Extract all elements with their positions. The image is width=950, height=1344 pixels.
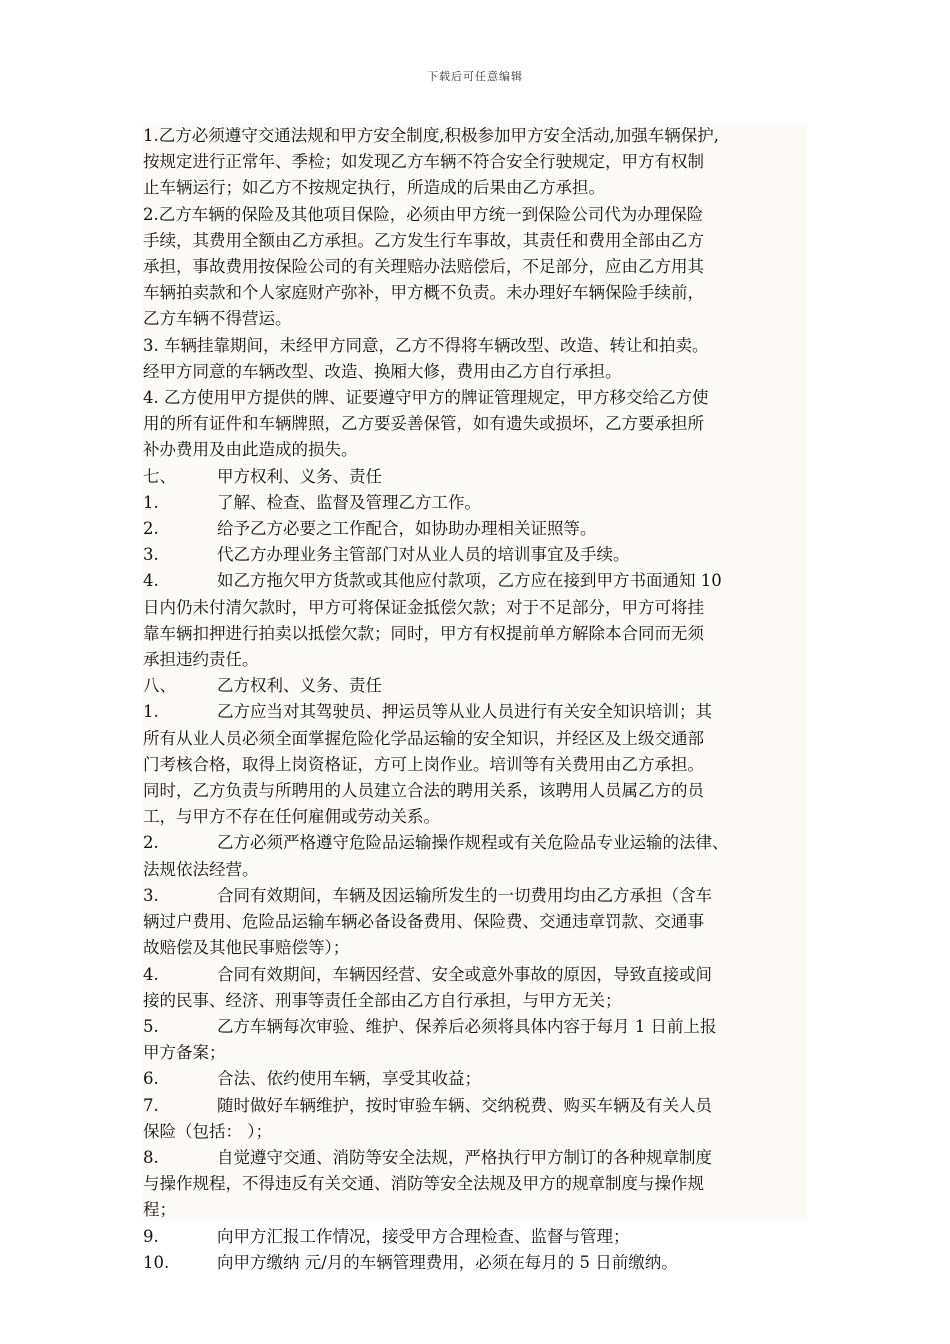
section-8-item-3-cont: 辆过户费用、危险品运输车辆必备设备费用、保险费、交通违章罚款、交通事 bbox=[143, 912, 704, 932]
section-7-item-2 bbox=[143, 516, 807, 542]
item-number: 3. bbox=[143, 885, 159, 905]
item-text: 随时做好车辆维护，按时审验车辆、交纳税费、购买车辆及有关人员 bbox=[217, 1095, 712, 1115]
section-8-item-4-cont: 接的民事、经济、刑事等责任全部由乙方自行承担，与甲方无关； bbox=[143, 990, 622, 1010]
clause-1-line: 按规定进行正常年、季检；如发现乙方车辆不符合安全行驶规定，甲方有权制 bbox=[143, 152, 704, 172]
item-text: 如乙方拖欠甲方货款或其他应付款项，乙方应在接到甲方书面通知 10 bbox=[217, 571, 722, 591]
section-8-item-6 bbox=[143, 1066, 807, 1092]
item-number: 10. bbox=[143, 1252, 170, 1272]
item-text: 向甲方缴纳 元/月的车辆管理费用，必须在每月的 5 日前缴纳。 bbox=[217, 1252, 678, 1272]
item-number: 1. bbox=[143, 702, 159, 722]
item-text: 代乙方办理业务主管部门对从业人员的培训事宜及手续。 bbox=[217, 545, 630, 565]
section-7-item-4 bbox=[143, 568, 807, 594]
item-text: 给予乙方必要之工作配合，如协助办理相关证照等。 bbox=[217, 519, 597, 539]
section-8-item-7 bbox=[143, 1093, 807, 1119]
clause-4-line: 补办费用及由此造成的损失。 bbox=[143, 440, 358, 460]
item-number: 5. bbox=[143, 1016, 159, 1036]
clause-2-line: 承担，事故费用按保险公司的有关理赔办法赔偿后，不足部分，应由乙方用其 bbox=[143, 257, 704, 277]
section-8-item-10 bbox=[143, 1250, 807, 1276]
item-text: 自觉遵守交通、消防等安全法规，严格执行甲方制订的各种规章制度 bbox=[217, 1147, 712, 1167]
item-number: 2. bbox=[143, 833, 159, 853]
item-text: 了解、检查、监督及管理乙方工作。 bbox=[217, 492, 481, 512]
clause-1-line: 止车辆运行；如乙方不按规定执行，所造成的后果由乙方承担。 bbox=[143, 178, 605, 198]
page-header: 下载后可任意编辑 bbox=[427, 70, 523, 83]
item-number: 七、 bbox=[143, 466, 176, 486]
section-8-item-8-cont: 程； bbox=[143, 1200, 176, 1220]
section-7-item-4-cont: 靠车辆扣押进行拍卖以抵偿欠款；同时，甲方有权提前单方解除本合同而无须 bbox=[143, 623, 704, 643]
clause-4-line: 用的所有证件和车辆牌照，乙方要妥善保管，如有遗失或损坏，乙方要承担所 bbox=[143, 414, 704, 434]
section-8-item-7-cont: 保险（包括： ）； bbox=[143, 1121, 272, 1141]
section-8-item-2-cont: 法规依法经营。 bbox=[143, 859, 259, 879]
item-number: 3. bbox=[143, 545, 159, 565]
section-8-item-4 bbox=[143, 962, 807, 988]
item-text: 乙方车辆每次审验、维护、保养后必须将具体内容于每月 1 日前上报 bbox=[217, 1016, 717, 1036]
item-text: 合同有效期间，车辆及因运输所发生的一切费用均由乙方承担（含车 bbox=[217, 885, 712, 905]
item-text: 乙方应当对其驾驶员、押运员等从业人员进行有关安全知识培训；其 bbox=[217, 702, 712, 722]
section-8-item-5-cont: 甲方备案； bbox=[143, 1043, 226, 1063]
clause-2-line: 车辆拍卖款和个人家庭财产弥补，甲方概不负责。未办理好车辆保险手续前， bbox=[143, 283, 704, 303]
item-text: 甲方权利、义务、责任 bbox=[217, 466, 382, 486]
section-8-item-1-cont: 门考核合格，取得上岗资格证，方可上岗作业。培训等有关费用由乙方承担。 bbox=[143, 754, 704, 774]
clause-2-line: 手续，其费用全额由乙方承担。乙方发生行车事故，其责任和费用全部由乙方 bbox=[143, 230, 704, 250]
item-number: 9. bbox=[143, 1226, 159, 1246]
item-number: 4. bbox=[143, 571, 159, 591]
section-8-item-5 bbox=[143, 1014, 807, 1040]
item-text: 向甲方汇报工作情况，接受甲方合理检查、监督与管理； bbox=[217, 1226, 630, 1246]
section-8-item-2 bbox=[143, 830, 807, 856]
clause-3-line: 3. 车辆挂靠期间，未经甲方同意，乙方不得将车辆改型、改造、转让和拍卖。 bbox=[143, 335, 709, 355]
document-body bbox=[143, 123, 807, 1272]
clause-2-line: 乙方车辆不得营运。 bbox=[143, 309, 292, 329]
item-number: 6. bbox=[143, 1069, 159, 1089]
section-8-item-8-cont: 与操作规程，不得违反有关交通、消防等安全法规及甲方的规章制度与操作规 bbox=[143, 1174, 704, 1194]
section-8-item-1 bbox=[143, 699, 807, 725]
section-7-item-4-cont: 日内仍未付清欠款时，甲方可将保证金抵偿欠款；对于不足部分，甲方可将挂 bbox=[143, 597, 704, 617]
section-8-item-1-cont: 所有从业人员必须全面掌握危险化学品运输的安全知识，并经区及上级交通部 bbox=[143, 728, 704, 748]
item-number: 1. bbox=[143, 492, 159, 512]
section-8-heading bbox=[143, 673, 807, 699]
section-8-item-9 bbox=[143, 1224, 807, 1250]
item-number: 2. bbox=[143, 519, 159, 539]
item-number: 8. bbox=[143, 1147, 159, 1167]
clause-2-line: 2.乙方车辆的保险及其他项目保险，必须由甲方统一到保险公司代为办理保险 bbox=[143, 204, 704, 224]
clause-3-line: 经甲方同意的车辆改型、改造、换厢大修，费用由乙方自行承担。 bbox=[143, 361, 622, 381]
section-7-item-3 bbox=[143, 542, 807, 568]
section-8-item-3-cont: 故赔偿及其他民事赔偿等）； bbox=[143, 938, 350, 958]
item-number: 7. bbox=[143, 1095, 159, 1115]
item-text: 乙方权利、义务、责任 bbox=[217, 676, 382, 696]
section-8-item-8 bbox=[143, 1145, 807, 1171]
item-number: 八、 bbox=[143, 676, 176, 696]
item-text: 合同有效期间，车辆因经营、安全或意外事故的原因，导致直接或间 bbox=[217, 964, 712, 984]
item-text: 合法、依约使用车辆，享受其收益； bbox=[217, 1069, 481, 1089]
clause-1-line: 1.乙方必须遵守交通法规和甲方安全制度,积极参加甲方安全活动,加强车辆保护, bbox=[143, 126, 719, 145]
section-7-heading bbox=[143, 464, 807, 490]
section-7-item-4-cont: 承担违约责任。 bbox=[143, 650, 259, 670]
item-text: 乙方必须严格遵守危险品运输操作规程或有关危险品专业运输的法律、 bbox=[217, 833, 729, 853]
item-number: 4. bbox=[143, 964, 159, 984]
section-8-item-3 bbox=[143, 883, 807, 909]
section-8-item-1-cont: 同时，乙方负责与所聘用的人员建立合法的聘用关系，该聘用人员属乙方的员 bbox=[143, 781, 704, 801]
section-7-item-1 bbox=[143, 490, 807, 516]
clause-4-line: 4. 乙方使用甲方提供的牌、证要遵守甲方的牌证管理规定，甲方移交给乙方使 bbox=[143, 388, 709, 408]
section-8-item-1-cont: 工，与甲方不存在任何雇佣或劳动关系。 bbox=[143, 807, 440, 827]
